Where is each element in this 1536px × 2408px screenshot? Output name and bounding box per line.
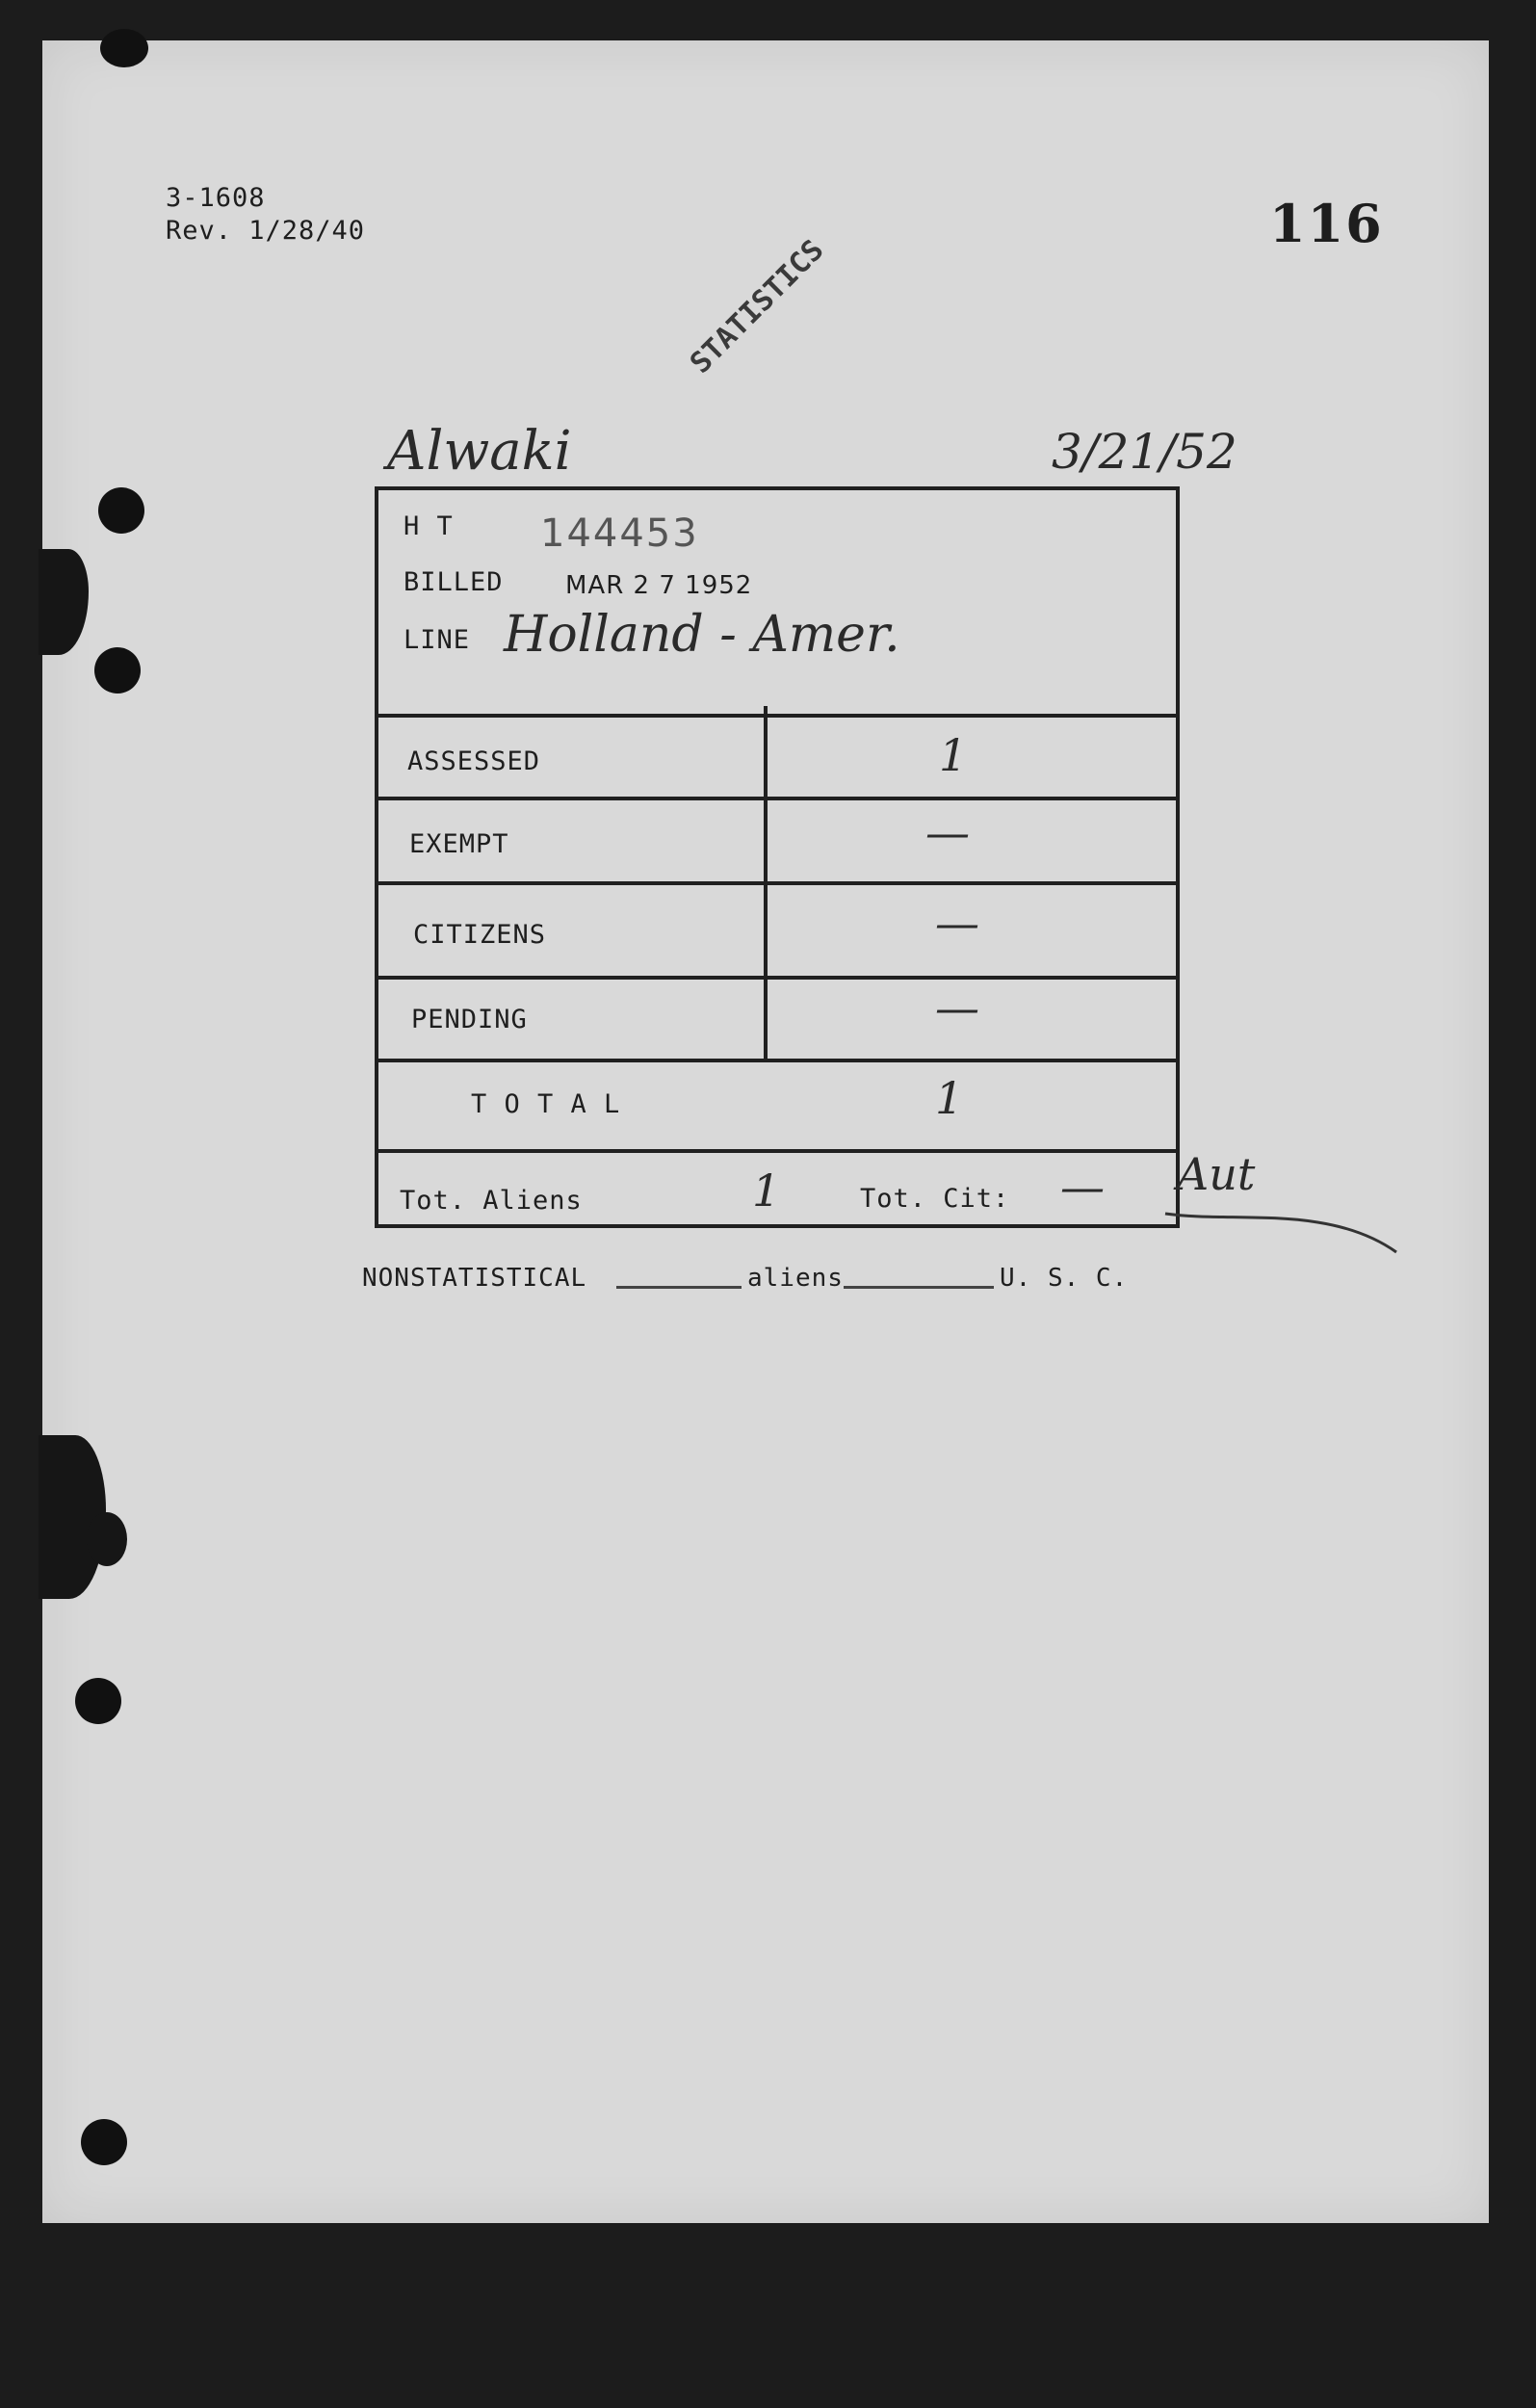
aliens-label: aliens (747, 1264, 844, 1293)
rule (378, 797, 1176, 800)
rule (378, 881, 1176, 885)
form-revision: Rev. 1/28/40 (166, 216, 366, 246)
total-label: T O T A L (471, 1089, 621, 1119)
signature-flourish (1156, 1185, 1406, 1262)
total-value: 1 (935, 1072, 964, 1124)
nonstatistical-blank (616, 1286, 742, 1289)
signature-stroke (1165, 1214, 1396, 1252)
punch-hole (98, 487, 144, 534)
punch-hole (100, 29, 148, 67)
usc-label: U. S. C. (1000, 1264, 1129, 1293)
ht-value: 144453 (540, 511, 699, 556)
tot-cit-value: — (1060, 1161, 1105, 1213)
handwritten-date: 3/21/52 (1052, 424, 1237, 480)
pending-label: PENDING (411, 1005, 528, 1034)
form-number: 3-1608 (166, 183, 266, 213)
handwritten-initials: Aut (1177, 1148, 1256, 1200)
assessed-value: 1 (939, 729, 968, 781)
rule (378, 976, 1176, 980)
rule (378, 1149, 1176, 1153)
assessed-label: ASSESSED (407, 746, 541, 776)
pending-value: — (935, 982, 979, 1034)
punch-hole (94, 647, 141, 694)
citizens-value: — (935, 897, 979, 949)
billed-date-stamp: MAR 2 7 1952 (565, 571, 753, 600)
rule (378, 1059, 1176, 1062)
punch-hole (75, 1678, 121, 1724)
tot-cit-label: Tot. Cit: (860, 1184, 1010, 1214)
statistics-stamp: STATISTICS (684, 233, 831, 380)
column-divider (764, 706, 768, 1062)
ht-label: H T (404, 511, 454, 541)
handwritten-name: Alwaki (387, 420, 572, 483)
rule (378, 714, 1176, 718)
citizens-label: CITIZENS (413, 920, 547, 950)
page-number: 116 (1269, 193, 1384, 254)
line-label: LINE (404, 625, 471, 655)
nonstatistical-label: NONSTATISTICAL (362, 1264, 587, 1293)
exempt-value: — (925, 806, 970, 858)
tot-aliens-label: Tot. Aliens (400, 1186, 583, 1216)
tot-aliens-value: 1 (752, 1165, 781, 1217)
statistics-form-table (375, 486, 1180, 1228)
exempt-label: EXEMPT (409, 829, 509, 859)
punch-hole (81, 2119, 127, 2165)
billed-label: BILLED (404, 567, 504, 597)
paper-tear (87, 1512, 127, 1566)
aliens-blank (844, 1286, 994, 1289)
line-value: Holland - Amer. (504, 606, 900, 664)
